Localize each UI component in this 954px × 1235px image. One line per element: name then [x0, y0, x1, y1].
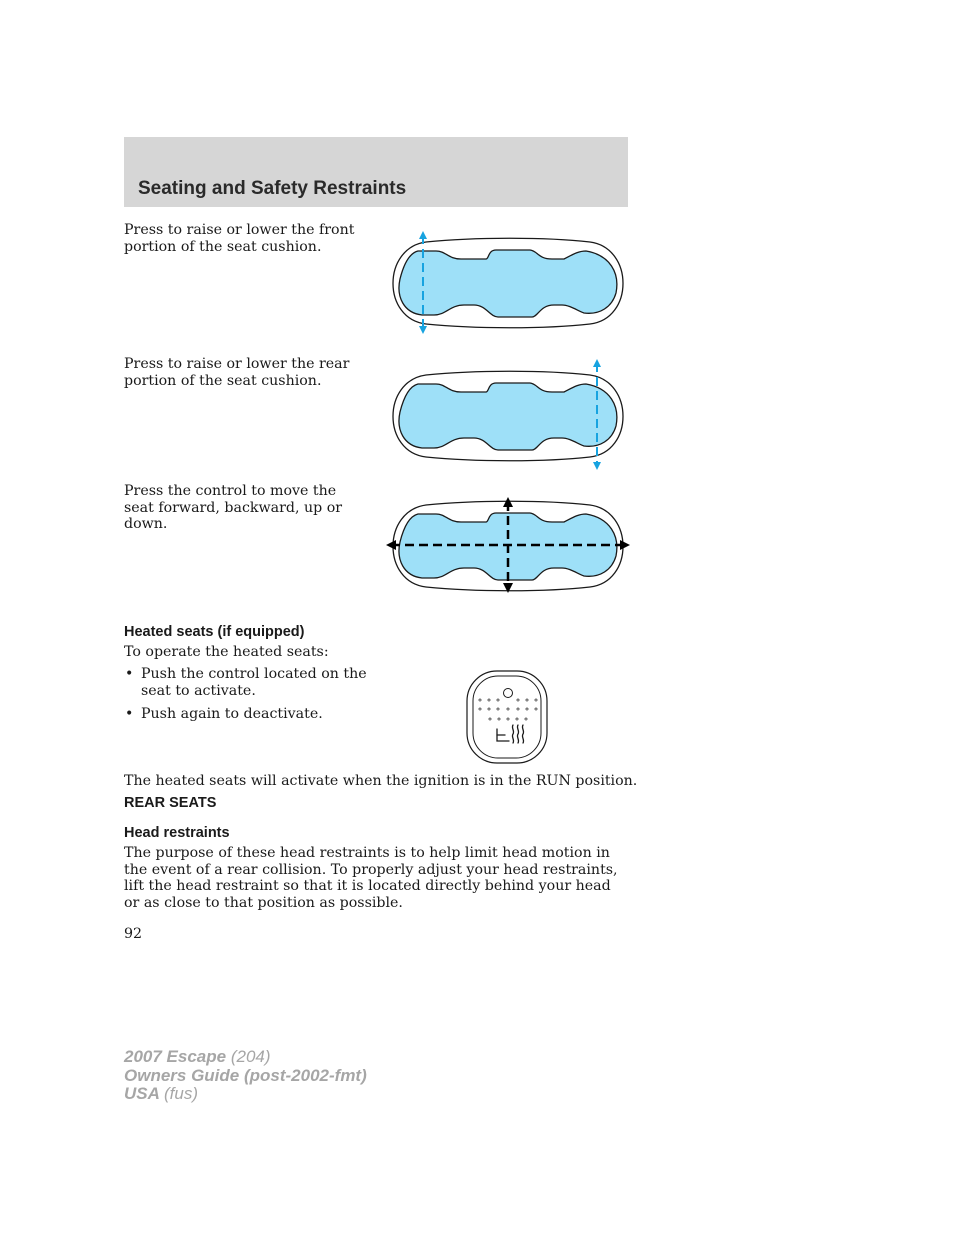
indicator-light	[504, 689, 513, 698]
page-number: 92	[124, 926, 143, 942]
caption-rear-cushion: Press to raise or lower the rear portion of the seat cushion.	[124, 356, 350, 389]
bullet: •	[125, 666, 134, 682]
head-restraints-paragraph: The purpose of these head restraints is to help limit head motion in the event of a rear collision. To properly adjust your head restraints, lift the head restraint so that it is located directly behind your head or as close to that position as possible.	[124, 845, 618, 911]
caption-front-cushion: Press to raise or lower the front portion of the seat cushion.	[124, 222, 355, 255]
heated-seats-note: The heated seats will activate when the ignition is in the RUN position.	[124, 773, 638, 789]
footer-model-code: (204)	[230, 1047, 271, 1066]
step-text: Push again to deactivate.	[141, 706, 323, 722]
heated-seats-steps	[124, 666, 374, 730]
rear-seats-heading: REAR SEATS	[124, 795, 217, 811]
footer-line-3	[124, 1085, 367, 1104]
seat-four-way-control-icon	[386, 488, 630, 603]
list-item	[124, 706, 374, 723]
footer-market: USA	[124, 1084, 160, 1103]
list-item	[124, 666, 374, 699]
step-text: Push the control located on the seat to activate.	[141, 666, 367, 699]
heated-seats-heading: Heated seats (if equipped)	[124, 624, 305, 640]
seat-cushion-rear-tilt-icon	[386, 358, 630, 473]
head-restraints-heading: Head restraints	[124, 825, 230, 841]
caption-four-way-control: Press the control to move the seat forward, backward, up or down.	[124, 483, 343, 532]
footer-market-code: (fus)	[164, 1084, 198, 1103]
footer-line-2: Owners Guide (post-2002-fmt)	[124, 1065, 367, 1085]
heated-seats-intro: To operate the heated seats:	[124, 644, 329, 660]
footer-model: 2007 Escape	[124, 1047, 227, 1066]
bullet: •	[125, 706, 134, 722]
seat-cushion-front-tilt-icon	[386, 225, 630, 340]
cushion-shape	[399, 250, 617, 317]
footer-line-1	[124, 1048, 367, 1067]
cushion-shape	[399, 383, 617, 450]
document-footer	[124, 1048, 367, 1104]
heated-seat-button-icon	[464, 669, 550, 765]
section-title: Seating and Safety Restraints	[138, 178, 407, 199]
